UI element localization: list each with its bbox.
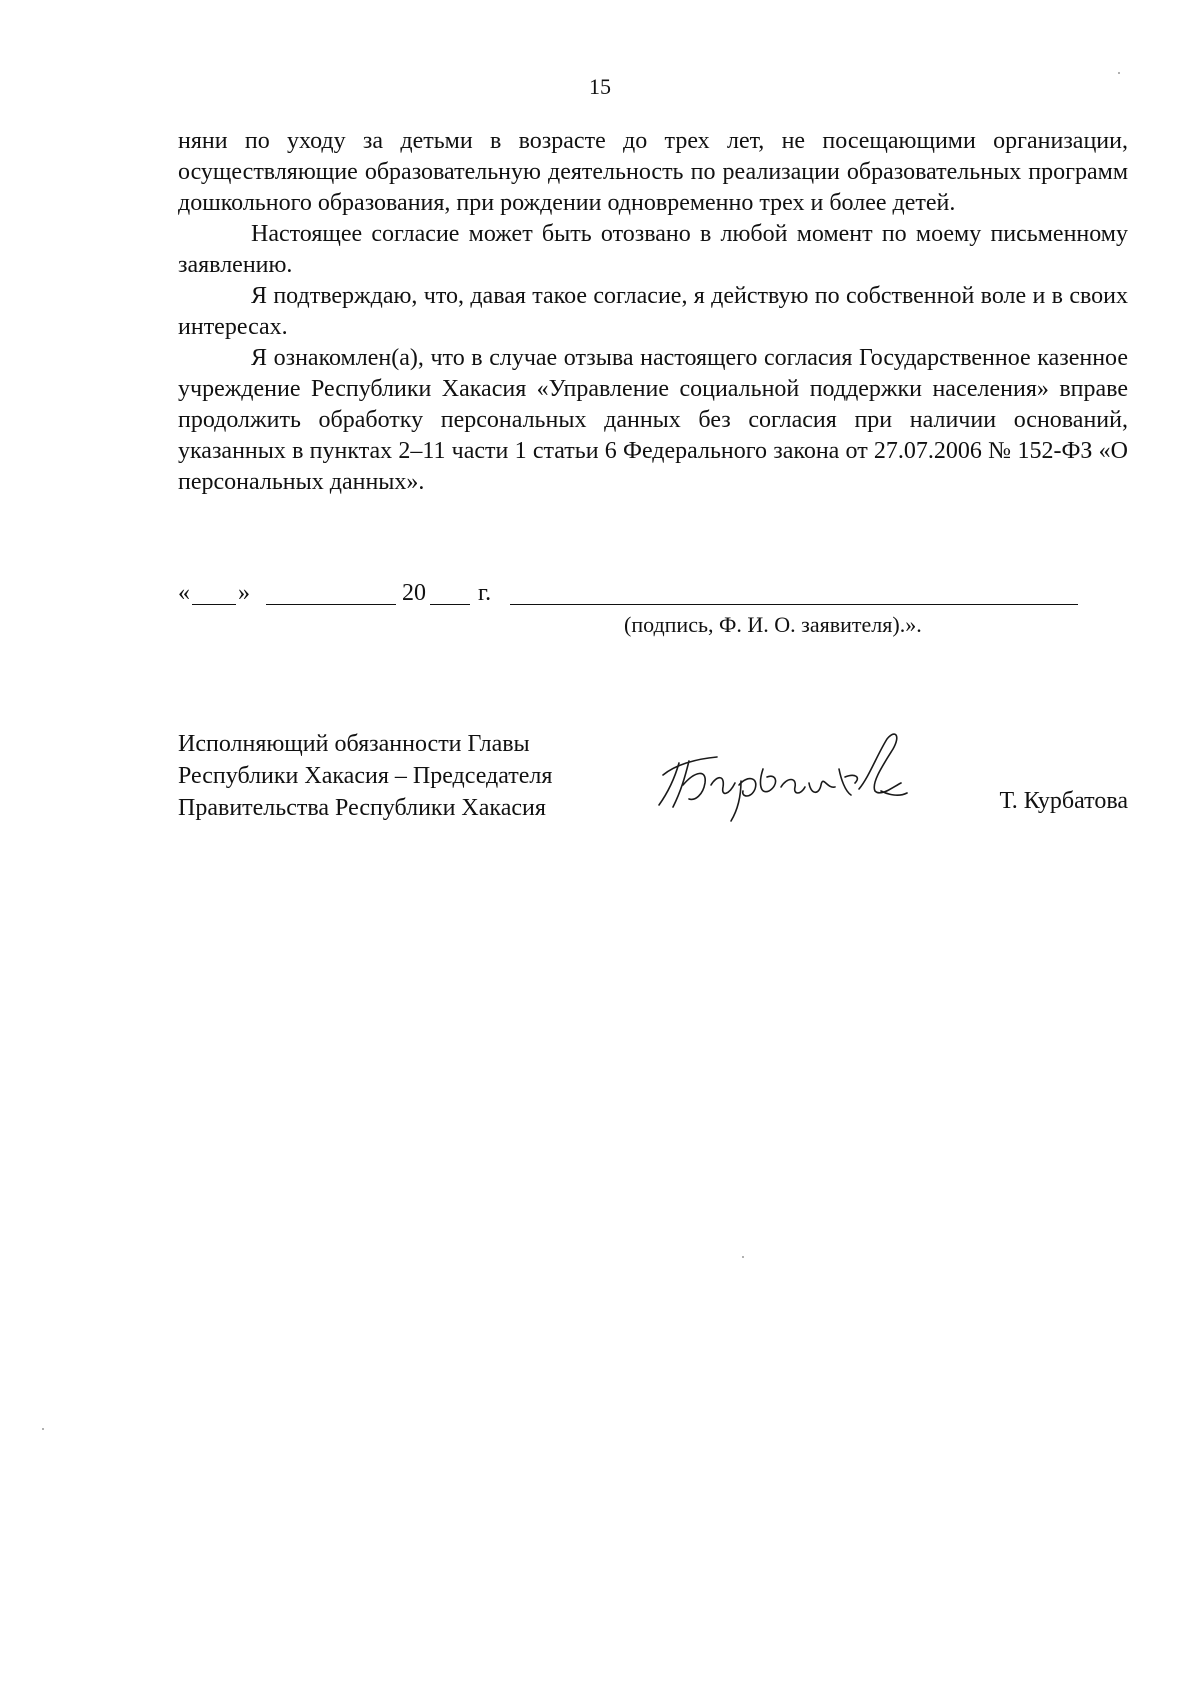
year-prefix: 20 (402, 580, 426, 606)
date-signature-line (178, 580, 1078, 610)
official-title-line: Исполняющий обязанности Главы (178, 731, 530, 757)
signature-blank (510, 604, 1078, 605)
paragraph-revocation: Настоящее согласие может быть отозвано в любой момент по моему письменному заявлению. (178, 221, 1128, 278)
paragraph-continuation: няни по уходу за детьми в возрасте до трех лет, не посещающими организации, осуществляющие образовательную деятельность по реализации образовательных программ дошкольного образования, при рождении одновременно трех и более детей. (178, 128, 1128, 216)
scan-artifact (1118, 72, 1120, 74)
scan-artifact (42, 1428, 44, 1430)
official-title-line: Правительства Республики Хакасия (178, 795, 546, 821)
document-body (178, 126, 1128, 498)
signature-caption: (подпись, Ф. И. О. заявителя).». (624, 612, 922, 637)
year-blank (430, 604, 470, 605)
official-title-line: Республики Хакасия – Председателя (178, 763, 553, 789)
signer-name: Т. Курбатова (999, 788, 1128, 814)
date-open-quote: « (178, 580, 190, 606)
page-number: 15 (589, 74, 611, 99)
year-suffix: г. (478, 580, 492, 606)
month-blank (266, 604, 396, 605)
paragraph-free-will: Я подтверждаю, что, давая такое согласие, я действую по собственной воле и в своих интересах. (178, 283, 1128, 340)
day-blank (192, 604, 236, 605)
paragraph-acknowledgement: Я ознакомлен(а), что в случае отзыва настоящего согласия Государственное казенное учреждение Республики Хакасия «Управление социальной поддержки населения» вправе продолжить обработку персональных данных без согласия при наличии оснований, указанных в пунктах 2–11 части 1 статьи 6 Федерального закона от 27.07.2006 № 152-ФЗ «О персональных данных». (178, 345, 1128, 495)
date-close-quote: » (238, 580, 250, 606)
scan-artifact (742, 1256, 744, 1258)
